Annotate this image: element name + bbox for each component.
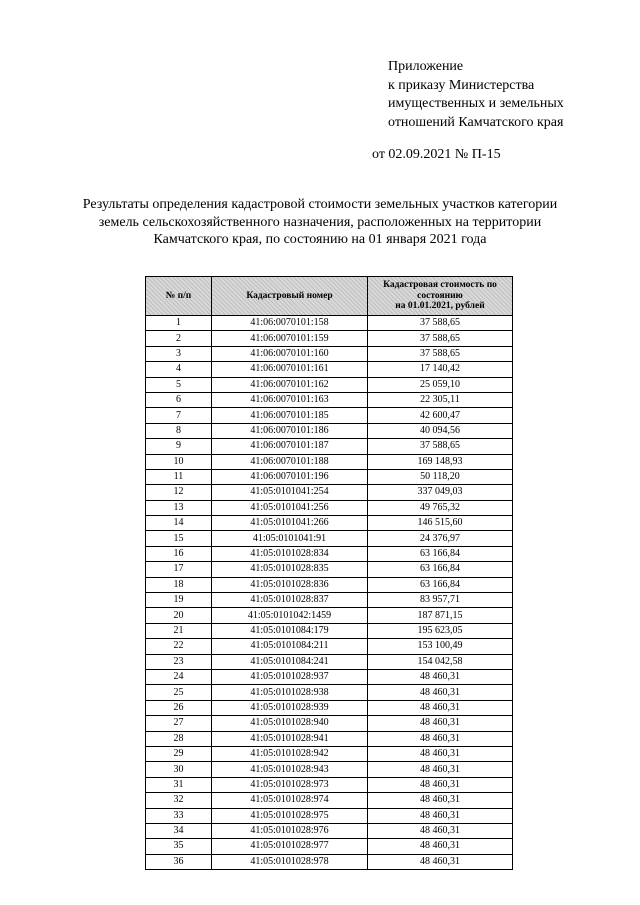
table-row: [146, 531, 513, 546]
cell-num: 23: [146, 654, 212, 669]
header-cadastral-number: Кадастровый номер: [212, 277, 368, 316]
cell-cadastral-value: 48 460,31: [368, 669, 513, 684]
cell-cadastral-value: 48 460,31: [368, 685, 513, 700]
cell-num: 25: [146, 685, 212, 700]
cell-cadastral-value: 187 871,15: [368, 608, 513, 623]
cell-cadastral-number: 41:05:0101028:834: [212, 546, 368, 561]
cell-num: 28: [146, 731, 212, 746]
table-row: [146, 392, 513, 407]
table-row: [146, 777, 513, 792]
table-header-row: [146, 277, 513, 316]
cell-num: 3: [146, 346, 212, 361]
header-value-line: состоянию: [417, 290, 463, 301]
header-cadastral-value: [368, 277, 513, 316]
cell-cadastral-number: 41:05:0101028:835: [212, 562, 368, 577]
cell-cadastral-number: 41:06:0070101:187: [212, 439, 368, 454]
cell-cadastral-number: 41:06:0070101:158: [212, 316, 368, 331]
table-row: [146, 669, 513, 684]
cell-num: 22: [146, 639, 212, 654]
cell-cadastral-number: 41:06:0070101:163: [212, 392, 368, 407]
cell-cadastral-number: 41:05:0101028:975: [212, 808, 368, 823]
cell-cadastral-value: 48 460,31: [368, 839, 513, 854]
cell-cadastral-value: 154 042,58: [368, 654, 513, 669]
cell-cadastral-value: 50 118,20: [368, 469, 513, 484]
cell-num: 29: [146, 746, 212, 761]
cell-cadastral-value: 48 460,31: [368, 793, 513, 808]
table-row: [146, 793, 513, 808]
cell-cadastral-number: 41:05:0101041:266: [212, 516, 368, 531]
cell-cadastral-value: 37 588,65: [368, 346, 513, 361]
table-row: [146, 454, 513, 469]
header-num: № п/п: [146, 277, 212, 316]
cell-num: 35: [146, 839, 212, 854]
cell-num: 31: [146, 777, 212, 792]
table-row: [146, 608, 513, 623]
cell-cadastral-value: 17 140,42: [368, 362, 513, 377]
cell-cadastral-number: 41:05:0101041:91: [212, 531, 368, 546]
cell-cadastral-number: 41:06:0070101:160: [212, 346, 368, 361]
cell-num: 34: [146, 823, 212, 838]
cell-cadastral-number: 41:05:0101084:179: [212, 623, 368, 638]
cell-cadastral-value: 153 100,49: [368, 639, 513, 654]
table-row: [146, 700, 513, 715]
table-row: [146, 746, 513, 761]
table-row: [146, 639, 513, 654]
cell-cadastral-number: 41:06:0070101:196: [212, 469, 368, 484]
cell-num: 24: [146, 669, 212, 684]
cell-cadastral-number: 41:05:0101028:973: [212, 777, 368, 792]
table-row: [146, 516, 513, 531]
cell-cadastral-number: 41:05:0101028:974: [212, 793, 368, 808]
cell-cadastral-value: 24 376,97: [368, 531, 513, 546]
table-row: [146, 823, 513, 838]
title-line: Результаты определения кадастровой стоимости земельных участков категории: [82, 197, 558, 212]
cell-cadastral-value: 40 094,56: [368, 423, 513, 438]
cell-cadastral-value: 48 460,31: [368, 731, 513, 746]
cell-cadastral-value: 337 049,03: [368, 485, 513, 500]
table-row: [146, 316, 513, 331]
table-row: [146, 685, 513, 700]
cell-cadastral-value: 48 460,31: [368, 762, 513, 777]
cell-num: 26: [146, 700, 212, 715]
table-row: [146, 331, 513, 346]
cell-num: 18: [146, 577, 212, 592]
table-row: [146, 377, 513, 392]
cadastral-value-table: [145, 276, 513, 870]
appendix-line: отношений Камчатского края: [388, 114, 564, 130]
cell-num: 5: [146, 377, 212, 392]
cell-cadastral-value: 37 588,65: [368, 316, 513, 331]
appendix-line: Приложение: [388, 59, 464, 74]
cell-cadastral-number: 41:05:0101028:943: [212, 762, 368, 777]
cell-cadastral-number: 41:05:0101028:938: [212, 685, 368, 700]
cell-cadastral-value: 48 460,31: [368, 777, 513, 792]
table-row: [146, 654, 513, 669]
cell-num: 32: [146, 793, 212, 808]
cell-cadastral-number: 41:06:0070101:159: [212, 331, 368, 346]
cell-cadastral-number: 41:06:0070101:188: [212, 454, 368, 469]
cell-num: 17: [146, 562, 212, 577]
table-row: [146, 423, 513, 438]
table-row: [146, 562, 513, 577]
table-row: [146, 439, 513, 454]
table-row: [146, 577, 513, 592]
cell-cadastral-value: 49 765,32: [368, 500, 513, 515]
table-row: [146, 362, 513, 377]
header-value-line: на 01.01.2021, рублей: [395, 301, 485, 312]
cell-cadastral-value: 195 623,05: [368, 623, 513, 638]
cell-cadastral-value: 48 460,31: [368, 716, 513, 731]
table-row: [146, 623, 513, 638]
cell-num: 30: [146, 762, 212, 777]
cell-cadastral-number: 41:05:0101084:211: [212, 639, 368, 654]
table-row: [146, 485, 513, 500]
table-row: [146, 469, 513, 484]
cell-cadastral-number: 41:05:0101041:256: [212, 500, 368, 515]
cell-num: 15: [146, 531, 212, 546]
cell-num: 27: [146, 716, 212, 731]
cell-num: 19: [146, 593, 212, 608]
table-row: [146, 839, 513, 854]
cell-cadastral-value: 48 460,31: [368, 808, 513, 823]
cell-cadastral-number: 41:05:0101028:976: [212, 823, 368, 838]
table-row: [146, 408, 513, 423]
cell-cadastral-value: 146 515,60: [368, 516, 513, 531]
cell-cadastral-value: 63 166,84: [368, 546, 513, 561]
document-title: [80, 196, 560, 249]
cell-cadastral-value: 169 148,93: [368, 454, 513, 469]
table-row: [146, 546, 513, 561]
cell-num: 16: [146, 546, 212, 561]
table-row: [146, 762, 513, 777]
cell-cadastral-value: 22 305,11: [368, 392, 513, 407]
table-row: [146, 808, 513, 823]
cell-num: 13: [146, 500, 212, 515]
cell-num: 20: [146, 608, 212, 623]
table-row: [146, 731, 513, 746]
cell-cadastral-value: 48 460,31: [368, 746, 513, 761]
cell-cadastral-number: 41:05:0101028:939: [212, 700, 368, 715]
cell-cadastral-number: 41:05:0101028:940: [212, 716, 368, 731]
cell-cadastral-number: 41:06:0070101:161: [212, 362, 368, 377]
cell-cadastral-value: 25 059,10: [368, 377, 513, 392]
cell-cadastral-value: 37 588,65: [368, 439, 513, 454]
cell-cadastral-number: 41:05:0101041:254: [212, 485, 368, 500]
cell-cadastral-number: 41:05:0101028:937: [212, 669, 368, 684]
header-value-line: Кадастровая стоимость по: [383, 280, 497, 291]
cell-num: 9: [146, 439, 212, 454]
cell-cadastral-value: 37 588,65: [368, 331, 513, 346]
table-row: [146, 716, 513, 731]
appendix-block: [388, 58, 564, 132]
table-body: [146, 316, 513, 870]
table-row: [146, 854, 513, 869]
cell-cadastral-value: 63 166,84: [368, 577, 513, 592]
cell-num: 10: [146, 454, 212, 469]
cell-cadastral-number: 41:06:0070101:185: [212, 408, 368, 423]
cell-num: 8: [146, 423, 212, 438]
title-line: земель сельскохозяйственного назначения, расположенных на территории: [98, 214, 542, 230]
cell-cadastral-number: 41:05:0101028:837: [212, 593, 368, 608]
cell-num: 4: [146, 362, 212, 377]
table-row: [146, 593, 513, 608]
cell-cadastral-number: 41:05:0101028:941: [212, 731, 368, 746]
cell-cadastral-value: 48 460,31: [368, 854, 513, 869]
cell-num: 36: [146, 854, 212, 869]
cell-cadastral-value: 63 166,84: [368, 562, 513, 577]
cell-cadastral-number: 41:05:0101028:978: [212, 854, 368, 869]
cell-num: 1: [146, 316, 212, 331]
cell-cadastral-number: 41:05:0101028:942: [212, 746, 368, 761]
cell-num: 11: [146, 469, 212, 484]
cell-cadastral-number: 41:05:0101042:1459: [212, 608, 368, 623]
title-line: Камчатского края, по состоянию на 01 января 2021 года: [153, 232, 487, 247]
cell-num: 6: [146, 392, 212, 407]
cell-cadastral-number: 41:05:0101028:977: [212, 839, 368, 854]
order-reference: от 02.09.2021 № П-15: [372, 147, 501, 162]
table-row: [146, 346, 513, 361]
cell-cadastral-number: 41:05:0101028:836: [212, 577, 368, 592]
cell-cadastral-value: 42 600,47: [368, 408, 513, 423]
cell-num: 21: [146, 623, 212, 638]
cell-cadastral-value: 48 460,31: [368, 823, 513, 838]
cell-cadastral-number: 41:06:0070101:186: [212, 423, 368, 438]
cell-num: 7: [146, 408, 212, 423]
cell-num: 12: [146, 485, 212, 500]
cell-cadastral-value: 83 957,71: [368, 593, 513, 608]
cell-cadastral-value: 48 460,31: [368, 700, 513, 715]
appendix-line: имущественных и земельных: [388, 96, 564, 111]
cell-num: 33: [146, 808, 212, 823]
cell-num: 14: [146, 516, 212, 531]
table-row: [146, 500, 513, 515]
cell-cadastral-number: 41:06:0070101:162: [212, 377, 368, 392]
cell-num: 2: [146, 331, 212, 346]
appendix-line: к приказу Министерства: [388, 77, 535, 93]
cell-cadastral-number: 41:05:0101084:241: [212, 654, 368, 669]
